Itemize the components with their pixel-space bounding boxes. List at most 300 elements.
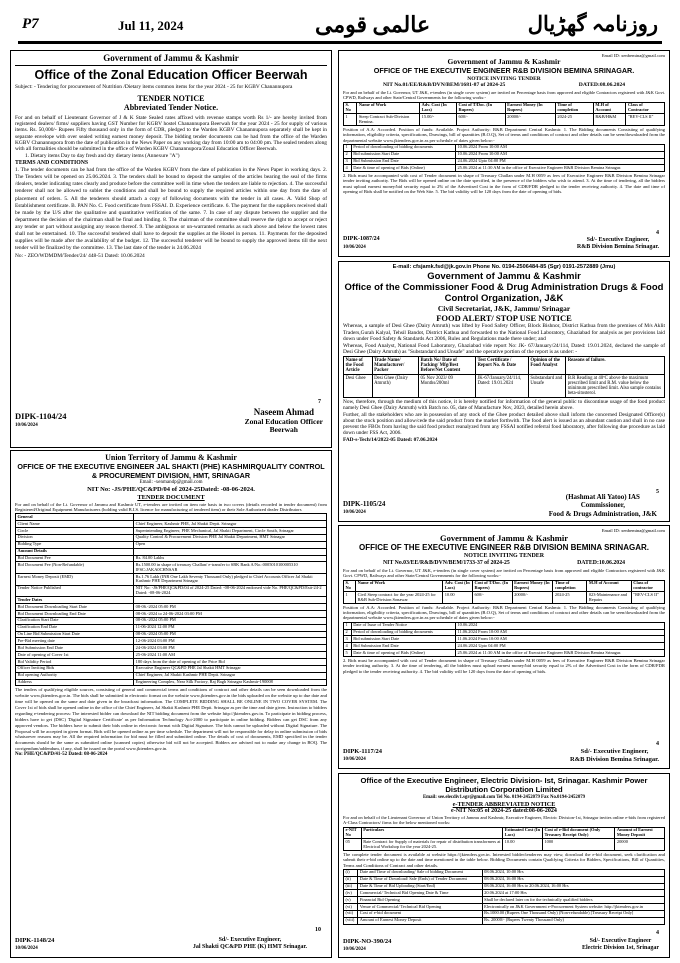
ad1-subject: Subject: - Tendering for procurement of Nutrition /Dietary items common items for the year 2024 - 25 for KGBV Chanannupora [15,84,293,91]
ad3-intro: For and on behalf of the Lt. Governor, UT J&K, e-tenders (in single cover system) are invited on Percentage basis from approved and eligible Contractors registered with J&K Govt. CPWD, Railways and other State/Central Governments for the following works:- [343,90,665,101]
table-cell: Open [134,541,327,548]
detail-row [16,597,327,604]
detail-row [16,611,327,618]
table-cell: 20000/- [512,592,553,604]
ad6-email: Email: see.elecdiv1.sgr@gmail.com Tel No. 0194-2452079 Fax No.0194-2452079 [422,794,586,800]
ad4-sign-name: (Hashmat Ali Yatoo) IAS [565,493,640,501]
ad2-body: The tenders of qualifying eligible sources, consisting of general and commercial terms and conditions of contract and other details can be seen downloaded from the website www.jktenders.gov.in. The bids shall be submitted in electronic format on the website www.jktenders.gov.in the bids uploaded on the website up to due date and time will be opened on the same and date given in the broadcast information. The COMPLETE BIDDING SHALL BE ONLINE IN TWO COVER SYSTEM. The Cover 1st of bids shall be opened online in the office of the Chief Engineer, Jal Shakti Kashmir PHE Deptt. Srinagar as per the time and date given. Instruction to bidders regarding e-tendering process: The interested bidder can download the NIT bidding document from the website http://jktenders.gov.in. To participate in bidding process, bidders have to get (DSC) 'Digital Signature Certificate' as per Information Technology Act-2000 to participate in online bidding. Bidders can get DSC from any approved vendors. The bidders have to submit their bids online in electronic format with Digital Signature. The bids cannot be uploaded without Digital Signature. The Proposal will be accepted in given format. Bids will be opened online as per time schedule. The department will not be responsible for delay in online submission of bids whatsoever reasons may be. All the required information for bid must be filled and submitted online. The details of cost of documents, EMD specified in the tender documents should be the same as submitted online (scanned copies) otherwise bid will not be accepted. Bidders are advised not to make any change in BOQ. The corrigendum/addendum, if any, shall be issued on the portal www.jktenders.gov.in. [15,687,327,752]
table-cell [134,514,327,521]
column-header: Test Certificate / Report No. & Date [475,357,528,375]
ad5-notice: NOTICE INVITING TENDER [463,552,545,559]
table-cell: 11.06.2024 From 10:00 AM [455,636,664,643]
work-row [344,839,665,851]
table-cell: 1 [344,114,357,126]
table-cell: Bid opening Authority [16,672,134,679]
table-cell: Desi Ghee (Dairy Amruth) [372,375,418,398]
schedule-row [344,650,665,657]
detail-row [16,521,327,528]
table-cell: On Line Bid Submission Start Date [16,631,134,638]
table-cell: Bid submission Start Date [351,151,455,158]
table-cell: Bid Validity Period [16,659,134,666]
ad4-sec: Civil Secretariat, J&K, Jammu/ Srinagar [437,303,571,313]
table-cell: Tender Notice Published [16,585,134,597]
ad3-sign-name: Sd/- Executive Engineer, [586,237,650,243]
ad5-dated: DATED:10.06.2024 [577,559,625,566]
ad4-page-no: 5 [656,489,659,495]
table-cell: Bid Document Fee (Non-Refundable) [16,562,134,574]
ad-electric-division [338,773,670,958]
ad6-sign-name: Sd/- Executive Engineer [589,938,652,944]
table-cell: Chief Engineer, Jal Shakti Kashmir PHE Deptt. Srinagar [134,672,327,679]
newspaper-name: روزنامہ گھڑیال [527,12,658,36]
ad5-intro: For and on behalf of the Lt. Governor, UT J&K, e-tenders (in single cover system) are invited on Percentage basis from approved and eligible Contractors registered with J&K Govt. CPWD, Railways and other State/Central Governments for the following works:- [343,567,665,579]
ad1-signature [245,407,323,435]
detail-row [16,514,327,521]
detail-row [16,659,327,666]
ad2-dipk: DIPK-1148/24 [15,937,55,944]
table-cell: Bid Submission End Date [16,645,134,652]
table-cell: Period of downloading of bidding documents [351,629,455,636]
ad1-sign-place: Beerwah [269,425,298,435]
column-header: M.H of Account [593,102,626,114]
table-cell: Steep Contract Sub-Division Bemina. [357,114,420,126]
table-cell: 12-06-2024 03:00 PM [134,638,327,645]
table-cell: JK-67/January/24/114, Dated: 19.01.2024 [475,375,528,398]
ad3-office: OFFICE OF THE EXECUTIVE ENGINEER R&B DIVISION BEMINA SRINAGAR. [373,66,635,76]
detail-row [16,541,327,548]
ad-jal-shakti-phe [10,450,332,958]
column-header: S. No [344,580,356,592]
ad5-page-no: 4 [656,741,659,747]
table-cell [134,597,327,604]
ad1-terms-head: TERMS AND CONDITIONS [15,160,89,167]
table-cell: 10.06.2024 From 10:00 AM [455,144,664,151]
table-cell: 10.06.2024 [455,622,664,629]
table-cell: Bid Submission End Date [351,158,455,165]
ad5-office: OFFICE OF THE EXECUTIVE ENGINEER R&B DIVISION BEMINA SRINAGAR. [359,543,649,553]
ad1-sign-name: Naseem Ahmad [253,407,314,417]
ad5-signature [570,748,659,763]
schedule-row [344,876,665,883]
ad3-body2: 2. Bids must be accompanied with cost of Tender document in shape of Treasury Challan under M.H 0059 as fees of Executive Engineer R&B Division Bemina Srinagar tender inviting authority. The Bids will be opened online on the date specified, in the presence of the bidders who wish to attend. 3. At the time of tendering, all the bidders must upload earnest money/bid security equal to 2% of the Advertised Cost in the form of CDR/FDR pledged to the tender receiving authority. 4. The date and time of opening of Bids shall be notified on the Web Site. 5. The bid validity will be 120 days from the date of opening of bids. [343,173,665,195]
table-cell: B.R Reading at 40ºC above the maximum prescribed limit and R.M. value below the minimum prescribed limit. Also sample contains beta-sitosterol. [566,375,665,398]
ad4-sign-place: Food & Drugs Administration, J&K [548,509,657,518]
detail-row [16,562,327,574]
table-cell: Electronically on J&K Government e-Procurement System website: http://jktenders.gov.in [482,904,664,911]
ad4-alert: FOOD ALERT/ STOP USE NOTICE [436,313,572,324]
ad1-dipk-date: 10/06/2024 [15,423,38,428]
masthead [0,0,680,46]
table-cell: "REV-CLS II" [631,592,664,604]
ad-rb-bemina-nit03 [338,525,670,769]
ad5-body: Position of A.A: Accorded. Position of funds: Available. Project Authority: R&B Department Central Kashmir. 1. The Bidding documents Consisting of qualifying information, eligibility criteria, specifications, Drawings, bill of quantities (B.O.Q), Set of terms and conditions of contract and other details can be seen/downloaded from the departmental website www.jktenders.gov.in as per schedule of dates given below:- [343,604,665,621]
ad4-office: Office of the Commissioner Food & Drug Administration Drugs & Food Control Organization, J&K [344,281,664,305]
table-cell: 600/- [456,114,505,126]
table-cell: Quality Control & Procurement Division PHE Jal Shakti Department, HMT Srinagar [134,534,327,541]
table-cell: Shall be declared later on for the technically qualified bidders [482,897,664,904]
table-cell: General [16,514,134,521]
detail-row [16,652,327,659]
table-cell: 08.06.2024, 16:00 Hrs to 20.06.2024, 16:00 Hrs [482,883,664,890]
ad3-dipk: DIPK-1087/24 [343,236,380,242]
table-cell: Bid submission Start Date [351,636,455,643]
schedule-row [344,158,665,165]
schedule-row [344,910,665,917]
table-cell: 11.06.2024 From 10:00 AM [455,629,664,636]
ad2-nit: NIT No: -JS/PHE/QC&PD/04 of 2024-25Dated: -08-06-2024. [87,486,255,494]
ad5-works-table [343,580,665,604]
column-header: M.H of Account [587,580,631,592]
table-cell: 24-06-2024 03:00 PM [134,645,327,652]
column-header: Cost of e-Bid document (Only Treasury Receipt Only) [542,827,614,839]
table-cell: 20000 [615,839,665,851]
schedule-row [344,904,665,911]
ad6-nit: e-NIT No:05 of 2024-25 dated:08-06-2024 [451,807,557,814]
table-cell: 2024-25 [553,592,587,604]
table-cell: 05 Nov 2023/ 09 Months/200ml [419,375,476,398]
table-header-row [344,580,665,592]
ad2-tender-doc: TENDER DOCUMENT [137,493,205,501]
table-cell: Clarification End Date [16,624,134,631]
table-cell: (iii) [344,883,358,890]
table-cell: (i) [344,869,358,876]
ad3-gov: Government of Jammu & Kashmir [447,57,561,67]
ad2-office: OFFICE OF THE EXECUTIVE ENGINEER JAL SHAKTI (PHE) KASHMIRQUALITY CONTROL & PROCUREMENT DIVISION, HMT, SRINAGAR [17,462,325,481]
section-title: عالمی قومی [315,12,431,37]
schedule-row [344,151,665,158]
ad5-schedule-table [343,622,665,657]
detail-row [16,631,327,638]
column-header: Class of contractor [631,580,664,592]
detail-row [16,604,327,611]
ad2-dipk-date: 10/06/2024 [15,946,38,951]
column-header: Reasons of failure. [566,357,665,375]
table-cell: Pre-Bid meeting date [16,638,134,645]
work-row [344,592,665,604]
ad3-schedule-table [343,144,665,172]
table-cell: Superintending Engineer, PHE Mechanical, Jal Shakti Department, Circle South, Srinagar [134,528,327,535]
schedule-row [344,869,665,876]
table-cell: Amount of Earnest Money Deposit [358,917,482,924]
ad4-body4: Further, all the stakeholders who are in possession of any stock of the Ghee product detailed above shall inform the concerned Designated Officer(s) about the stock position and allow/cede the said product from the market forthwith. The food alert is issued as an abundant caution and shall in no case prevent the FBOs from having the said food product reanalyzed from any FSSAI notified referral food laboratory, after following due procedure as laid down under FSS Act, 2006. [343,411,665,437]
table-cell: 24.06.2024 Upto 04:00 PM [455,158,664,165]
ad2-signature [193,937,307,951]
schedule-row [344,629,665,636]
table-cell: 4 [344,643,352,650]
table-cell: 20000/- [505,114,555,126]
ad1-abbr: Abbreviated Tender Notice. [123,103,219,113]
column-header: Batch No/ Date of Packing/ Mfg/Best Before/Net Content [419,357,476,375]
ad4-body2: Whereas, Food Analyst, National Food Laboratory, Ghaziabad vide report No: JK- 67/January/24/114, Dated: 19.01.2024, declared the sample of Desi Ghee (Dairy Amruth) as "Substandard and Unsafe" and the operative portion of the report is as under: - [343,342,665,355]
table-cell: Commercial/ Technical Bid Opening Date & Time [358,890,482,897]
column-header: Name of the Food Article [344,357,373,375]
table-cell: (v) [344,897,358,904]
ad3-nit: NIT No.01/EE/R&B/DVN/BEM/1681-87 of 2024-25 [383,82,506,89]
ad2-details-table [15,513,327,686]
detail-row [16,617,327,624]
column-header: Time of completion [553,580,587,592]
detail-row [16,672,327,679]
ad2-sign-title: Jal Shakti QC&PD PHE (K) HMT Srinagar. [192,944,307,951]
ad-rb-bemina-nit01 [338,50,670,257]
ad1-page-no: 7 [318,399,321,405]
ad1-gov: Government of Jammu & Kashmir [15,53,327,66]
ad6-signature [582,938,659,952]
table-cell: Desi Ghee [344,375,373,398]
table-cell [134,548,327,555]
ad6-page-no: 4 [656,930,659,936]
table-cell: 10.00 [503,839,543,851]
ad6-sign-title: Electric Division 1st, Srinagar [582,945,659,952]
work-row [344,114,665,126]
table-cell: Date & time of opening of Bids (Online) [351,165,455,172]
table-cell: 20.06.2024 at 17:00 Hrs [482,890,664,897]
detail-row [16,548,327,555]
table-cell: Client Name [16,521,134,528]
ad-zonal-education-beerwah [10,50,332,448]
schedule-row [344,144,665,151]
ad6-dipk: DIPK-NO-390/24 [343,938,392,945]
detail-row [16,645,327,652]
column-header: Estimated Cost (In Lacs) [503,827,543,839]
table-header-row [344,357,665,375]
ad4-signature [549,493,657,518]
table-cell: 1 [344,592,356,604]
ad1-sign-title: Zonal Education Officer [244,416,323,426]
table-cell: Address [16,679,134,686]
column-header: S. No [344,102,357,114]
table-cell: 08-06.-2024 05:00 PM [134,617,327,624]
schedule-row [344,890,665,897]
ad4-report-table [343,356,665,398]
column-header: Class of Contractor [626,102,665,114]
table-cell: Bidding Type [16,541,134,548]
table-cell: Date and Time of downloading/ Sale of bidding Document [358,869,482,876]
ad6-works-table [343,827,665,851]
ad4-body1: Whereas, a sample of Desi Ghee (Dairy Amruth) was lifted by Food Safety Officer, Block Bishnor, District Kathua from the premises of M/s Aklit Traders,Gurah Kalyal, Tehsil Bandot, District Kathua and forwarded to the National Food Laboratory, Ghaziabad for analysis as per provisions laid down under Food Safety & Standards Act 2006, Rules and Regulations made there under; and [343,323,665,343]
table-cell: 25.06.2024 at 11:30 AM in the office of Executive Engineer R&B Division Bemina Srinagar. [455,650,664,657]
column-header: e-NIT No [344,827,362,839]
table-cell: Rs.1000.00 (Rupees One Thousand Only) (Non-refundable) [Treasury Receipt Only] [482,910,664,917]
detail-row [16,638,327,645]
ad6-intro: For and on behalf of the Lieutenant Governor of Union Territory of Jammu and Kashmir, Executive Engineer, Electric Division-1st, Srinagar invites online e-bids from registered A-Class Contractors/ firms for the below mentioned works: [343,815,665,826]
table-cell: 15.00/- [420,114,457,126]
table-cell: 1 [344,144,352,151]
table-cell: (iv) [344,890,358,897]
ad5-sign-title: R&B Division Bemina Srinagar. [570,755,659,763]
ad1-body1: For and on behalf of Lieutenant Governor of J & K State Sealed rates affixed with revenue stamps worth Rs 1/- are hereby invited from registered dealers/ firms/ suppliers having GST Number for KGBV hostel Chanannupora Beerwah for the year 2024 - 25 for supply of various items. Rs. 50,000/- Rupees Fifty thousand only in the form of CDR, pledged to the Warden KGBV Chanannupora separately shall be kept in separate envelope with over sealed writing earnest money deposit. The bidding tender documents can be had from the office of the Warden KGBV Chanannupora from the date of publication in the News Paper on any working day from 10:00 am to 04:00 pm. The sealed tenders along with all formalities should be submitted in the office of Warden KGBV Chanannupora/Zonal Education Officer Beerwah. [15,114,327,153]
table-cell: Venue of Commercial/ Technical Bid Opening [358,904,482,911]
schedule-row [344,897,665,904]
table-cell: Date & Time of Download/ Sale (Ends) of Tender Document [358,876,482,883]
ad3-notice: NOTICE INVITING TENDER [467,75,541,82]
column-header: Adv. Cost (In Lacs) [420,102,457,114]
ad1-body2: 1. Dietary items Day to day fresh and dry dietary items (Annexure "A") [25,152,180,159]
table-cell: 08-06.-2024 05:00 PM [134,631,327,638]
ad5-sign-name: Sd/- Executive Engineer, [580,748,649,755]
schedule-row [344,636,665,643]
table-cell: 600/- [472,592,512,604]
table-cell: 2024-25 [555,114,593,126]
table-cell: Executive Engineer QC&PD PHE Jal Shakti HMT Srinagar [134,665,327,672]
column-header: Name of Work [357,102,420,114]
table-cell: Tender Dates [16,597,134,604]
ad3-page-no: 4 [656,230,659,236]
ad4-body3: Now, therefore, through the medium of this notice, it is hereby notified for information of the general public to discontinue usage of the food product namely Desi Ghee (Dairy Amruth) with Batch no. 05, date of Manufacture Nov, 2023, detailed herein above. [343,399,665,412]
column-header: Cost of T/Doc. (In Rupees) [456,102,505,114]
ad6-schedule-table [343,869,665,925]
table-cell: Bid Document Downloading Start Date [16,604,134,611]
table-cell: Substandard and Unsafe [528,375,565,398]
ad4-no-line: FAD-s-Tech/14/2022-05 Dated: 07.06.2024 [343,436,438,443]
table-cell: Officer Inviting Bids [16,665,134,672]
table-cell: 05 [344,839,362,851]
column-header: Cost of T/Doc. (In Rupees) [472,580,512,592]
table-cell: Cost of e-bid document [358,910,482,917]
column-header: Adv. Cost (In Lacs) [443,580,473,592]
ad5-email: Email ID: xenbemina@gmail.com [601,528,665,533]
detail-row [16,585,327,597]
ad6-office: Office of the Executive Engineer, Electric Division- Ist, Srinagar. Kashmir Power Distribution Corporation Limited [360,776,648,795]
table-cell: Period of downloading of bidding documents [351,144,455,151]
issue-date: Jul 11, 2024 [118,18,184,33]
detail-row [16,534,327,541]
table-cell: (vii) [344,910,358,917]
ad1-terms: 1. The tender documents can be had from the office of the Warden KGBV from the date of publication in the News Paper in working days. 2. The Tenders will be opened on 25.06.2024. 3. The tenders shall be bound to deposit the samples of the articles bearing the seal of the firms /dealers, tender indicating rates clearly and produce before the committee well in time when the tenders are liable to rejection. 4. The successful tenderer shall not be allowed to sublet the conditions and shall be bound to supply the required articles within one day from the date of placement of orders. 5. All the tenderers should attach a copy of following documents with the tender in all cases. A. Valid Shop of Establishment certificate. B. PAN No. C. Food certificate from FSSAI. D. Experience certificate. 6. The payment for the suppliers received shall be made by the U/S after the qualitative and quantitative verification of the same. 7. In case of any dispute between the supplier and the department the decision of the chairman shall be final and binding. 8. The chairman of the committee shall reserve the right to accept or reject any tender or part without assigning any reason thereof. 9. The ambiguous or un-warranted remarks as such above and below the lowest rates shall not be entertained. 10. The successful tendered shall have to deposit the supplies at the Hostel in person. 11. Payments for the deposited supplies will be made after the availability of the budget. 12. The successful tenderer will be bound to supply the approved items till the next tender will be finalized by the committee. 13. The last date of the tender is 24.06.2024 [15,167,327,252]
table-cell: NIT No: -JS/PHE/QC&PD/04 of 2024-25 Dated: -08-06-2024 endorsed vide No. PHE/QC&PD/Estt-24-2 Dated: -08-06-2024 [134,585,327,597]
table-cell: (ii) [344,876,358,883]
table-cell: Amount Details [16,548,134,555]
schedule-row [344,917,665,924]
column-header: Trade Name/ Manufacturer/ Packer [372,357,418,375]
column-header: Name of Work [356,580,443,592]
table-cell: 1000 [542,839,614,851]
ad6-tender: e-TENDER ABBREVIATED NOTICE [452,800,556,808]
schedule-row [344,643,665,650]
table-cell: 25.06.2024 at 11:30 AM in the office of Executive Engineer R&B Division Bemina Srinagar. [455,165,664,172]
table-cell: Date of opening of Cover 1st [16,652,134,659]
ad5-nit: NIT No.03/EE/R&B/DVN/BEM/1733-37 of 2024-25 [383,559,510,566]
column-header: Particulars [361,827,502,839]
schedule-row [344,165,665,172]
table-cell: 08.06.2024, 16:00 Hrs [482,876,664,883]
ad3-dated: DATED:08.06.2024 [578,82,625,89]
table-cell: "REV-CLS II" [626,114,665,126]
table-cell: Financial Bid Opening [358,897,482,904]
table-cell: 10.06.2024 From 10:00 AM [455,151,664,158]
table-cell: 3 [344,158,352,165]
ad2-ut: Union Territory of Jammu & Kashmir [105,453,237,462]
table-header-row [344,102,665,114]
table-cell: Earnest Money Deposit (EMD) [16,574,134,586]
ad2-no-line: No: PHE/QC&PD/41-52 Dated: 08-06-2024 [15,752,108,758]
ad1-office: Office of the Zonal Education Officer Beerwah [34,67,308,82]
page-code: P7 [22,16,39,32]
table-cell: (viii) [344,917,358,924]
table-cell: 11-06-2024 12:00 PM [134,624,327,631]
ad3-signature [577,237,659,251]
detail-row [16,555,327,562]
ad5-body2: 2. Bids must be accompanied with cost of Tender document in shape of Treasury Challan under M.H 0059 as fees of Executive Engineer R&B Division Bemina Srinagar tender inviting authority. 3. At the time of tendering, all the bidders must upload earnest money/bid security equal to 2% of the Advertised Cost in the form of CDR/FDR pledged to the tender receiving authority. 4. The bid validity will be 120 days from the date of opening of bids. [343,657,665,674]
ad5-dipk-date: 10/06/2024 [343,757,366,762]
table-cell: Division [16,534,134,541]
column-header: Amount of Earnest Money Deposit [615,827,665,839]
ad3-email: Email ID: xenbemina@gmail.com [601,53,665,58]
ad2-page-no: 10 [315,927,321,933]
table-cell: Clarification Start Date [16,617,134,624]
table-cell: Rs.1.76 Lakh (INR One Lakh Seventy Thousand Only) pledged to Chief Accounts Officer Jal Shakti Kashmir PHE Department Srinagar [134,574,327,586]
ad6-dipk-date: 10/06/2024 [343,947,366,952]
ad3-body: Position of A.A: Accorded. Position of funds: Available. Project Authority: R&B Department Central Kashmir. 1. The Bidding documents Consisting of qualifying information, eligibility criteria, specifications, Drawings, bill of quantities (B.O.Q), Set of terms and conditions of contract and other details can be seen/downloaded from the departmental website www.jktenders.gov.in as per schedule of dates given below:- [343,126,665,143]
table-cell: 3 [344,636,352,643]
ad1-dipk: DIPK-1104/24 [15,411,67,421]
ad4-dipk-date: 10/06/2024 [343,510,366,515]
detail-row [16,665,327,672]
detail-row [16,679,327,686]
detail-row [16,528,327,535]
table-cell: 08-06.-2024 05:00 PM [134,604,327,611]
detail-row [16,574,327,586]
report-row [344,375,665,398]
masthead-rule [18,41,662,44]
ad4-gov: Government of Jammu & Kashmir [427,270,581,282]
ad6-body: The complete tender document is available at website https://jktenders.gov.in. Interested bidder/tenderers may view, download the e-bid document, seek clarification and submit their e-bid online up to the date and time mentioned in the table below. Bidding Documents contain Qualifying Criteria for Bidders, Specifications, Bill of Quantities, Terms and Conditions of Contract and other details. [343,851,665,868]
table-cell: Rs.1500.00 in shape of treasury Challan/ e-transfer to SBK Bank A/No.:0005010100005310 IFSC:JAKA0CHNSAR [134,562,327,574]
table-cell: 25-06-2024 11:00 AM [134,652,327,659]
table-cell: Bid Submission End Date [351,643,455,650]
table-cell: Bid Document Downloading End Date [16,611,134,618]
table-cell: Date & time of opening of Bids (Online) [351,650,455,657]
table-header-row [344,827,665,839]
column-header: Earnest Money (In Rupees) [512,580,553,592]
ad1-notice-head: TENDER NOTICE [137,93,205,103]
ad5-gov: Government of Jammu & Kashmir [440,533,568,544]
table-cell: 5 [344,650,352,657]
table-cell: 1 [344,622,352,629]
table-cell: R&B/H&M [593,114,626,126]
schedule-row [344,622,665,629]
table-cell: Civil Steep contract for the year 2024-25 for R&B Sub-Division Sonawar [356,592,443,604]
table-cell: Date & Time of Bid Uploading (Start/End) [358,883,482,890]
column-header: Time of completion [555,102,593,114]
table-cell: 2 [344,629,352,636]
table-cell: Rs. 20000/- (Rupees Twenty Thousand Only) [482,917,664,924]
table-cell: Date of Issue of Tender Notice [351,622,455,629]
ad-food-alert [338,261,670,522]
table-cell: Bid Document Fee [16,555,134,562]
ad3-works-table [343,102,665,126]
table-cell: 08-06.-2024 to 24-06-2024 03:00 PM [134,611,327,618]
detail-row [16,624,327,631]
table-cell: 4 [344,165,352,172]
table-cell: 24.06.2024 Upto 04:00 PM [455,643,664,650]
table-cell: Engineering Complex, Near Silk Factory, Raj Bagh Srinagar Kashmir-190008 [134,679,327,686]
ad3-sign-title: R&B Division Bemina Srinagar. [576,244,659,251]
table-cell: 10.00 [443,592,473,604]
ad5-dipk: DIPK-1117/24 [343,748,383,755]
table-cell: Rs. 84.00 Lakhs [134,555,327,562]
table-cell: Chief Engineer, Kashmir PHE, Jal Shakti Deptt. Srinagar [134,521,327,528]
ad2-sign-name: Sd/- Executive Engineer, [218,937,282,943]
table-cell: (vi) [344,904,358,911]
table-cell: Rate Contract for Supply of materials for repair of distribution transformers at Electrical Workshop for the year 2024-25. [361,839,502,851]
table-cell: 023-Maintenance and Repairs [587,592,631,604]
column-header: Opinion of the Food Analyst [528,357,565,375]
table-cell: 180 days from the date of opening of the Price Bid [134,659,327,666]
ad1-no-line: No: - ZEO/WDMDM/Tender/24/ 448-51 Dated: 10.06.2024 [15,252,145,259]
table-cell: 08.06.2024, 10:00 Hrs [482,869,664,876]
table-cell: Circle [16,528,134,535]
